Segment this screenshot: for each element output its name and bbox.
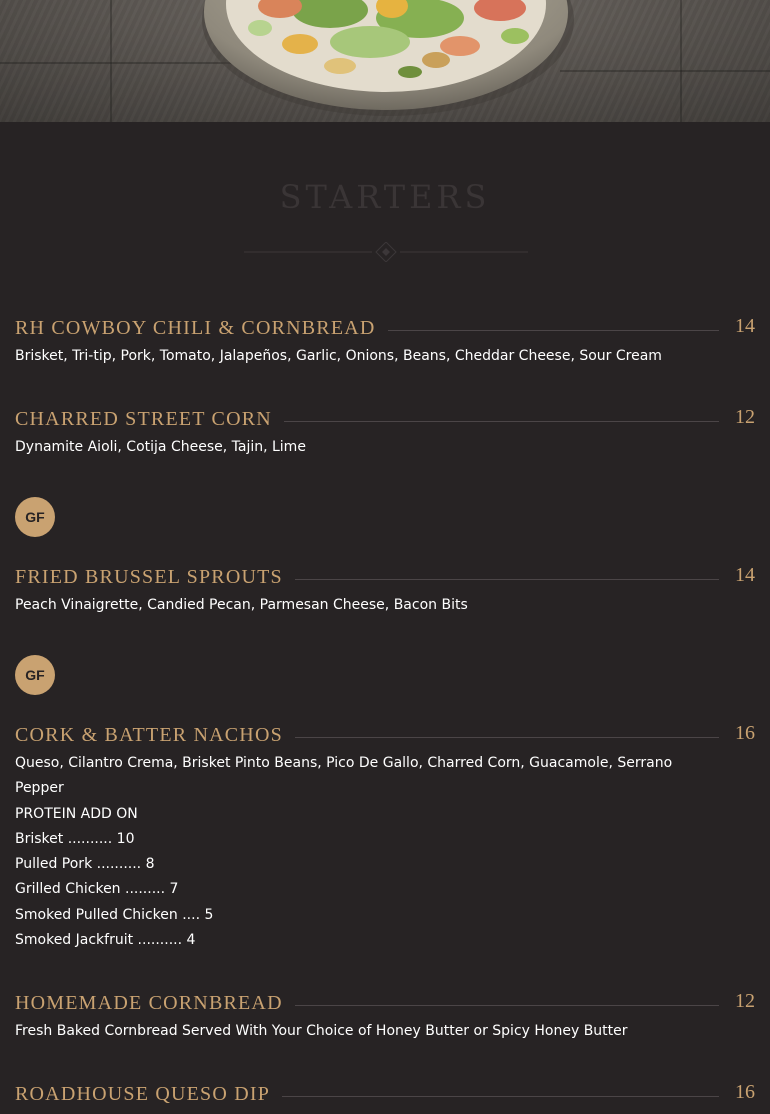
addons-title: PROTEIN ADD ON xyxy=(15,805,138,822)
leader-rule xyxy=(295,1005,719,1006)
menu-item xyxy=(15,1081,755,1107)
menu-item-price: 12 xyxy=(735,990,755,1012)
menu-item-name: ROADHOUSE QUESO DIP xyxy=(15,1082,271,1105)
addon-option: Brisket .......... 10 xyxy=(15,830,135,847)
leader-rule xyxy=(284,421,719,422)
gluten-free-badge: GF xyxy=(15,497,55,537)
menu-item xyxy=(15,722,755,953)
menu-item xyxy=(15,406,755,460)
menu-item xyxy=(15,315,755,369)
menu-item-price: 14 xyxy=(735,564,755,586)
addon-option: Grilled Chicken ......... 7 xyxy=(15,881,179,898)
menu-item-description: Brisket, Tri-tip, Pork, Tomato, Jalapeños, Garlic, Onions, Beans, Cheddar Cheese, Sour Cream xyxy=(15,348,662,364)
menu-item-header xyxy=(15,722,755,748)
menu-item-header xyxy=(15,315,755,341)
menu-item-price: 14 xyxy=(735,315,755,337)
menu-item-price: 16 xyxy=(735,722,755,744)
menu-item xyxy=(15,990,755,1044)
menu-item-description: Queso, Cilantro Crema, Brisket Pinto Beans, Pico De Gallo, Charred Corn, Guacamole, Serrano Pepper xyxy=(15,755,673,797)
ornament-divider xyxy=(244,242,528,262)
leader-rule xyxy=(388,330,719,331)
menu-item-name: FRIED BRUSSEL SPROUTS xyxy=(15,565,283,588)
menu-item-header xyxy=(15,406,755,432)
menu-item-description: Dynamite Aioli, Cotija Cheese, Tajin, Lime xyxy=(15,439,306,455)
menu-item-header xyxy=(15,1081,755,1107)
menu-item-header xyxy=(15,564,755,590)
gluten-free-badge: GF xyxy=(15,655,55,695)
hero-food-photo xyxy=(0,0,770,122)
menu-item-name: CHARRED STREET CORN xyxy=(15,407,272,430)
menu-item-description: Fresh Baked Cornbread Served With Your Choice of Honey Butter or Spicy Honey Butter xyxy=(15,1023,628,1039)
section-title: STARTERS xyxy=(279,178,491,216)
menu-item-name: RH COWBOY CHILI & CORNBREAD xyxy=(15,316,376,339)
addon-option: Smoked Pulled Chicken .... 5 xyxy=(15,906,214,923)
addon-option: Smoked Jackfruit .......... 4 xyxy=(15,932,196,949)
leader-rule xyxy=(282,1096,719,1097)
leader-rule xyxy=(295,579,719,580)
leader-rule xyxy=(295,737,719,738)
addon-option: Pulled Pork .......... 8 xyxy=(15,856,155,873)
menu-item xyxy=(15,564,755,618)
menu-item-name: HOMEMADE CORNBREAD xyxy=(15,991,283,1014)
salad-bowl-image xyxy=(0,0,770,122)
menu-item-description: Peach Vinaigrette, Candied Pecan, Parmesan Cheese, Bacon Bits xyxy=(15,597,468,613)
menu-item-price: 12 xyxy=(735,406,755,428)
menu-item-price: 16 xyxy=(735,1081,755,1103)
menu-item-header xyxy=(15,990,755,1016)
menu-item-name: CORK & BATTER NACHOS xyxy=(15,723,283,746)
